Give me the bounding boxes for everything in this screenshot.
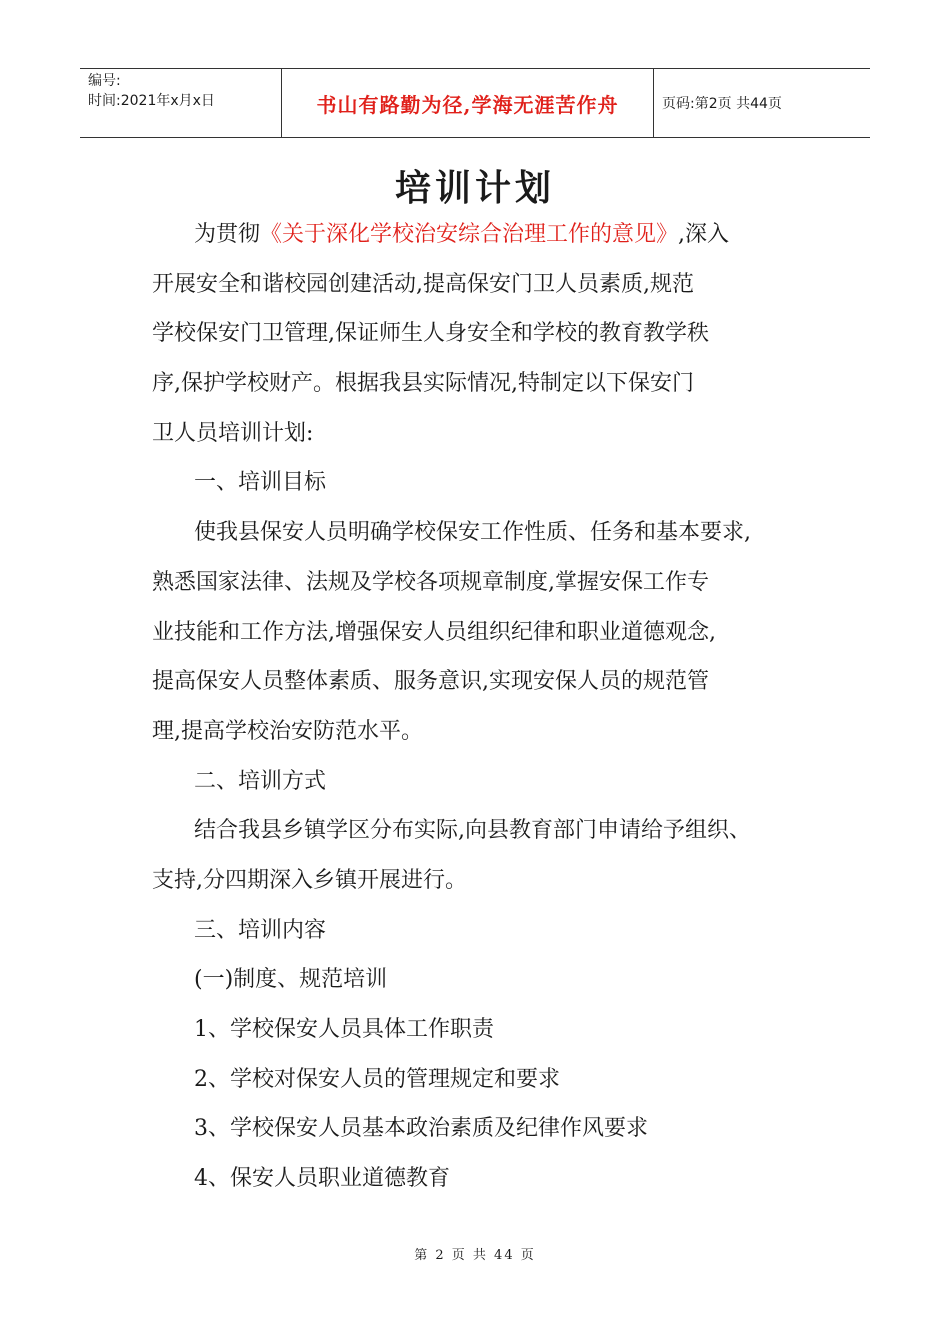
list-item: 4、保安人员职业道德教育 [194, 1166, 450, 1192]
paragraph-line: 学校保安门卫管理,保证师生人身安全和学校的教育教学秩 [152, 321, 709, 347]
paragraph-line: 卫人员培训计划: [152, 420, 314, 446]
paragraph-line: 业技能和工作方法,增强保安人员组织纪律和职业道德观念, [152, 619, 716, 645]
sub-heading: (一)制度、规范培训 [194, 967, 388, 993]
list-item: 3、学校保安人员基本政治素质及纪律作风要求 [194, 1116, 648, 1142]
section-heading: 二、培训方式 [194, 768, 327, 794]
intro-tail: ,深入 [678, 222, 730, 247]
time-label: 时间:2021年x月x日 [88, 93, 215, 109]
section-heading: 一、培训目标 [194, 470, 327, 496]
header-motto-cell [282, 69, 654, 137]
page-title: 培训计划 [394, 168, 555, 209]
page-info: 页码:第2页 共44页 [662, 96, 782, 112]
header-page-cell [654, 69, 870, 137]
intro-first-line [152, 210, 812, 260]
section-heading: 三、培训内容 [194, 917, 327, 943]
motto: 书山有路勤为径,学海无涯苦作舟 [316, 92, 619, 117]
intro-lead: 为贯彻 [194, 222, 261, 247]
paragraph-line: 开展安全和谐校园创建活动,提高保安门卫人员素质,规范 [152, 271, 694, 297]
paragraph-line: 序,保护学校财产。根据我县实际情况,特制定以下保安门 [152, 371, 694, 397]
header-meta [80, 69, 282, 137]
list-item: 1、学校保安人员具体工作职责 [194, 1017, 494, 1042]
list-item: 2、学校对保安人员的管理规定和要求 [194, 1066, 560, 1092]
header-table [80, 68, 870, 138]
paragraph-line: 使我县保安人员明确学校保安工作性质、任务和基本要求, [194, 520, 751, 546]
paragraph-line: 熟悉国家法律、法规及学校各项规章制度,掌握安保工作专 [152, 569, 709, 595]
paragraph-line: 理,提高学校治安防范水平。 [152, 718, 423, 744]
paragraph-line: 提高保安人员整体素质、服务意识,实现安保人员的规范管 [152, 669, 709, 695]
document-body [152, 210, 812, 1204]
paragraph-line: 支持,分四期深入乡镇开展进行。 [152, 867, 467, 893]
page-footer: 第 2 页 共 44 页 [414, 1248, 536, 1263]
paragraph-line: 结合我县乡镇学区分布实际,向县教育部门申请给予组织、 [194, 818, 751, 844]
doc-reference: 《关于深化学校治安综合治理工作的意见》 [260, 222, 679, 247]
number-label: 编号: [88, 73, 121, 89]
